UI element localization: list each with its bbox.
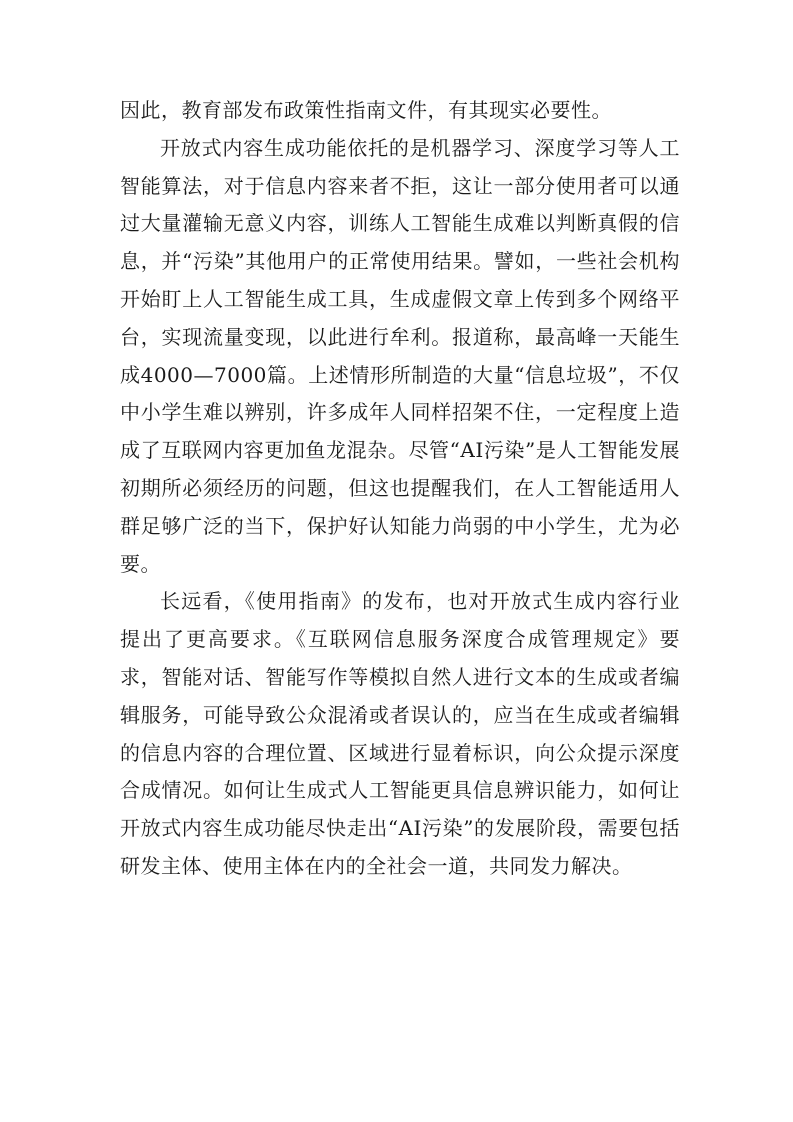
article-body xyxy=(120,92,680,886)
paragraph-ai-pollution: 开放式内容生成功能依托的是机器学习、深度学习等人工智能算法，对于信息内容来者不拒，这让一部分使用者可以通过大量灌输无意义内容，训练人工智能生成难以判断真假的信息，并“污染”其他用户的正常使用结果。譬如，一些社会机构开始盯上人工智能生成工具，生成虚假文章上传到多个网络平台，实现流量变现，以此进行牟利。报道称，最高峰一天能生成4000—7000篇。上述情形所制造的大量“信息垃圾”，不仅中小学生难以辨别，许多成年人同样招架不住，一定程度上造成了互联网内容更加鱼龙混杂。尽管“AI污染”是人工智能发展初期所必须经历的问题，但这也提醒我们，在人工智能适用人群足够广泛的当下，保护好认知能力尚弱的中小学生，尤为必要。 xyxy=(120,135,680,576)
paragraph-continuation: 因此，教育部发布政策性指南文件，有其现实必要性。 xyxy=(120,98,612,122)
paragraph-long-term-outlook: 长远看，《使用指南》的发布，也对开放式生成内容行业提出了更高要求。《互联网信息服务深度合成管理规定》要求，智能对话、智能写作等模拟自然人进行文本的生成或者编辑服务，可能导致公众混淆或者误认的，应当在生成或者编辑的信息内容的合理位置、区域进行显着标识，向公众提示深度合成情况。如何让生成式人工智能更具信息辨识能力，如何让开放式内容生成功能尽快走出“AI污染”的发展阶段，需要包括研发主体、使用主体在内的全社会一道，共同发力解决。 xyxy=(120,589,680,878)
